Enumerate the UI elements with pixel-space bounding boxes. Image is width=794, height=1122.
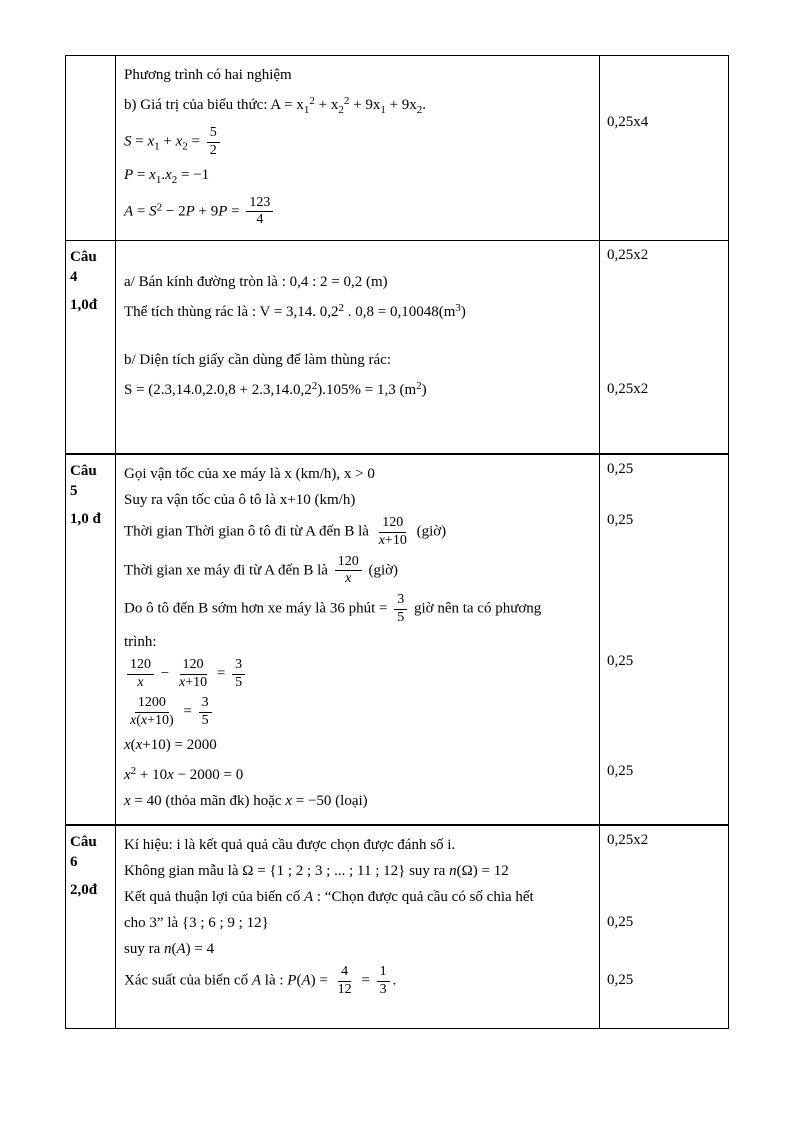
table-row [66, 455, 728, 826]
text-segment: . 0,8 = 0,10048(m [344, 304, 456, 320]
content-line [124, 88, 591, 123]
fraction-denominator [232, 675, 245, 692]
text-segment: = [133, 166, 150, 183]
text-segment: = [187, 133, 204, 150]
text-segment: x [378, 532, 385, 548]
question-label-cell [66, 826, 116, 1028]
text-segment: = [357, 972, 374, 989]
fraction-denominator [127, 713, 177, 730]
text-segment: x [140, 713, 148, 729]
content-line [124, 655, 591, 694]
fraction-numerator [180, 657, 207, 675]
text-segment: ( [171, 941, 177, 957]
text-segment: 123 [249, 194, 271, 210]
fraction-numerator [135, 695, 169, 713]
answer-content-cell [116, 56, 600, 240]
text-segment: 4 [341, 964, 349, 979]
text-segment: 2 [338, 104, 344, 116]
text-segment: x [149, 166, 156, 183]
text-segment: = −50 (loại) [292, 792, 368, 809]
content-line [124, 732, 591, 758]
text-segment: 1 [155, 173, 162, 186]
content-line [124, 788, 591, 814]
text-segment: x [124, 766, 131, 783]
text-segment: 2 [171, 173, 178, 186]
text-segment: ) = 4 [185, 941, 215, 957]
text-segment: = −1 [177, 166, 210, 183]
points-value: 0,25 [607, 972, 634, 988]
text-segment: (Ω) = 12 [456, 863, 509, 879]
question-number: Câu [70, 463, 97, 479]
text-segment: 2 [309, 95, 315, 107]
points-value: 0,25 [607, 763, 634, 779]
fraction-denominator [253, 212, 266, 229]
text-segment: Thời gian xe máy đi từ A đến B là [124, 562, 332, 579]
content-line [124, 162, 591, 193]
text-segment: − 2000 = 0 [173, 766, 244, 783]
fraction [246, 195, 273, 230]
content-line [124, 373, 591, 403]
text-segment: giờ nên ta có phương [410, 600, 542, 617]
fraction-denominator [176, 675, 210, 692]
fraction-denominator [376, 533, 410, 550]
fraction [335, 554, 362, 589]
question-score: 1,0 đ [70, 511, 101, 527]
fraction-numerator [199, 695, 212, 713]
text-segment: suy ra [124, 941, 164, 957]
text-segment: 3 [201, 695, 209, 711]
text-segment: P [185, 203, 195, 220]
text-segment: S = (2.3,14.0,2.0,8 + 2.3,14.0,2 [124, 382, 312, 398]
text-segment: S [149, 203, 157, 220]
fraction [377, 964, 390, 999]
text-segment: 5 [397, 609, 405, 625]
text-segment: +10 [185, 674, 208, 690]
text-segment: = [131, 133, 148, 150]
text-segment: 1 [379, 964, 387, 979]
text-segment: 2 [182, 140, 188, 153]
fraction [207, 125, 220, 160]
text-segment: trình: [124, 633, 157, 650]
points-value: 0,25 [607, 512, 634, 528]
fraction [127, 657, 154, 692]
text-segment: b) Giá trị của biểu thức: A = x [124, 97, 304, 113]
text-segment: A [301, 972, 311, 989]
answer-content-cell [116, 455, 600, 824]
answer-content-cell [116, 826, 600, 1028]
question-number: 4 [70, 269, 78, 285]
text-segment: Gọi vận tốc của xe máy là x (km/h), x > 0 [124, 466, 375, 482]
fraction-numerator [338, 964, 351, 982]
fraction-denominator [134, 675, 146, 692]
spacer [124, 325, 591, 347]
text-segment: A [251, 972, 262, 989]
text-segment: là : [261, 972, 288, 989]
text-segment: n [449, 863, 457, 879]
answer-content-cell [116, 241, 600, 453]
text-segment: 5 [235, 674, 243, 690]
text-segment: cho 3” là {3 ; 6 ; 9 ; 12} [124, 915, 269, 931]
text-segment: (giờ) [364, 562, 399, 579]
fraction [232, 657, 245, 692]
fraction-numerator [232, 657, 245, 675]
question-score: 1,0đ [70, 297, 98, 313]
text-segment: Không gian mẫu là Ω = {1 ; 2 ; 3 ; ... ; 11 ; 12} suy ra [124, 863, 450, 879]
fraction-denominator [342, 571, 354, 588]
text-segment: 1200 [137, 695, 166, 711]
content-line [124, 590, 591, 629]
text-segment: = [133, 203, 150, 220]
text-segment: 4 [256, 212, 264, 228]
text-segment: + 9x [349, 97, 381, 113]
text-segment: Kết quả thuận lợi của biến cố [124, 889, 304, 905]
text-segment: x [137, 674, 144, 690]
text-segment: = [227, 203, 244, 220]
text-segment: P [124, 166, 134, 183]
text-segment: x [175, 133, 183, 150]
question-number: Câu [70, 834, 97, 850]
table-row [66, 56, 728, 241]
text-segment: 5 [201, 713, 209, 729]
text-segment: ).105% = 1,3 (m [317, 382, 417, 398]
content-line [124, 123, 591, 162]
text-segment: A [176, 941, 186, 957]
fraction [394, 592, 407, 627]
points-value: 0,25 [607, 914, 634, 930]
question-label-cell [66, 241, 116, 453]
text-segment: − [157, 665, 173, 682]
text-segment: x [345, 571, 352, 587]
text-segment: 120 [337, 553, 359, 569]
text-segment: 2 [311, 380, 318, 392]
text-segment: + 9 [194, 203, 219, 220]
question-number: 5 [70, 483, 78, 499]
text-segment: 2 [343, 95, 350, 107]
text-segment: 3 [397, 592, 405, 608]
content-line [124, 832, 591, 858]
content-line [124, 552, 591, 591]
text-segment: 1 [303, 104, 310, 116]
fraction-denominator [394, 610, 407, 627]
text-segment: ) [460, 304, 466, 320]
content-line [124, 269, 591, 295]
text-segment: Suy ra vận tốc của ô tô là x+10 (km/h) [124, 492, 356, 508]
text-segment: 2 [156, 201, 163, 214]
points-value: 0,25 [607, 653, 634, 669]
content-line [124, 487, 591, 513]
text-segment: 3 [379, 981, 387, 997]
answer-table [65, 55, 729, 1029]
content-line [124, 962, 591, 1001]
fraction-numerator [377, 964, 390, 982]
text-segment: = [179, 704, 196, 721]
content-line [124, 936, 591, 962]
text-segment: P [287, 972, 297, 989]
question-number: 6 [70, 854, 78, 870]
points-value: 0,25x2 [607, 247, 649, 263]
text-segment: +10 [384, 532, 407, 548]
fraction [127, 695, 177, 730]
content-line [124, 910, 591, 936]
text-segment: S [124, 133, 132, 150]
text-segment: A [124, 203, 134, 220]
fraction-numerator [207, 125, 220, 143]
text-segment: x [135, 736, 143, 753]
text-segment: ) [421, 382, 427, 398]
text-segment: +10) [147, 713, 174, 729]
fraction [176, 657, 210, 692]
text-segment: x [165, 166, 172, 183]
content-line [124, 295, 591, 325]
fraction-numerator [335, 554, 362, 572]
table-row [66, 241, 728, 455]
text-segment: Kí hiệu: i là kết quả quả cầu được chọn được đánh số i. [124, 837, 456, 853]
fraction-denominator [377, 982, 390, 999]
text-segment: +10) = 2000 [142, 736, 217, 753]
text-segment: Thời gian Thời gian ô tô đi từ A đến B là [124, 523, 373, 540]
text-segment: ( [296, 972, 302, 989]
fraction [376, 515, 410, 550]
question-number: Câu [70, 249, 97, 265]
points-cell [600, 455, 728, 824]
content-line [124, 758, 591, 788]
text-segment: 1 [154, 140, 160, 153]
text-segment: 2 [416, 380, 422, 392]
question-score: 2,0đ [70, 882, 98, 898]
fraction-denominator [207, 143, 220, 160]
text-segment: x [167, 766, 174, 783]
text-segment: 3 [455, 302, 461, 314]
fraction [199, 695, 212, 730]
text-segment: + 10 [136, 766, 168, 783]
text-segment: . [392, 972, 397, 989]
text-segment: (giờ) [412, 523, 447, 540]
text-segment: 12 [337, 981, 352, 997]
text-segment: 1 [380, 104, 386, 116]
text-segment: P [218, 203, 228, 220]
text-segment: A [303, 889, 314, 905]
text-segment: 120 [130, 656, 151, 672]
text-segment: − 2 [162, 203, 186, 220]
content-line [124, 461, 591, 487]
points-value: 0,25x2 [607, 381, 649, 397]
question-label-cell [66, 455, 116, 824]
fraction-numerator [379, 515, 406, 533]
text-segment: x [147, 133, 155, 150]
points-value: 0,25x4 [607, 114, 649, 130]
text-segment: ( [130, 736, 136, 753]
text-segment: + 9x [385, 97, 417, 113]
text-segment: 5 [209, 125, 217, 140]
question-label-cell [66, 56, 116, 240]
text-segment: x [285, 792, 293, 809]
text-segment: ) = [310, 972, 332, 989]
fraction-numerator [246, 195, 273, 213]
text-segment: . [422, 97, 427, 113]
text-segment: 2 [416, 104, 423, 116]
text-segment: + [159, 133, 176, 150]
text-segment: 3 [235, 656, 243, 672]
fraction-numerator [127, 657, 154, 675]
text-segment: 2 [209, 142, 217, 158]
content-line [124, 193, 591, 232]
spacer [124, 247, 591, 269]
content-line [124, 693, 591, 732]
fraction-numerator [394, 592, 407, 610]
text-segment: 2 [338, 302, 345, 314]
text-segment: x [124, 792, 131, 809]
text-segment: + x [314, 97, 339, 113]
fraction [335, 964, 355, 999]
points-cell [600, 241, 728, 453]
text-segment: ( [136, 713, 141, 729]
text-segment: x [130, 713, 137, 729]
text-segment: Phương trình có hai nghiệm [124, 67, 292, 83]
content-line [124, 62, 591, 88]
text-segment: : “Chọn được quả cầu có số chia hết [313, 889, 534, 905]
points-value: 0,25 [607, 461, 634, 477]
content-line [124, 629, 591, 655]
text-segment: = [213, 665, 230, 682]
text-segment: a/ Bán kính đường tròn là : 0,4 : 2 = 0,2 (m) [124, 274, 388, 290]
points-value: 0,25x2 [607, 832, 649, 848]
text-segment: Thể tích thùng rác là : V = 3,14. 0,2 [124, 304, 339, 320]
content-line [124, 858, 591, 884]
text-segment: 2 [130, 764, 137, 777]
text-segment: 120 [182, 656, 204, 672]
text-segment: Do ô tô đến B sớm hơn xe máy là 36 phút = [124, 600, 392, 617]
text-segment: 120 [382, 515, 404, 530]
table-row [66, 826, 728, 1028]
text-segment: = 40 (thỏa mãn đk) hoặc [130, 792, 286, 809]
text-segment: n [164, 941, 172, 957]
text-segment: b/ Diện tích giấy cần dùng để làm thùng rác: [124, 352, 392, 368]
text-segment: Xác suất của biến cố [124, 972, 252, 989]
content-line [124, 347, 591, 373]
fraction-denominator [335, 982, 355, 999]
text-segment: . [161, 166, 166, 183]
fraction-denominator [199, 713, 212, 730]
text-segment: x [124, 736, 131, 753]
text-segment: x [178, 674, 186, 690]
content-line [124, 884, 591, 910]
points-cell [600, 56, 728, 240]
points-cell [600, 826, 728, 1028]
content-line [124, 513, 591, 552]
